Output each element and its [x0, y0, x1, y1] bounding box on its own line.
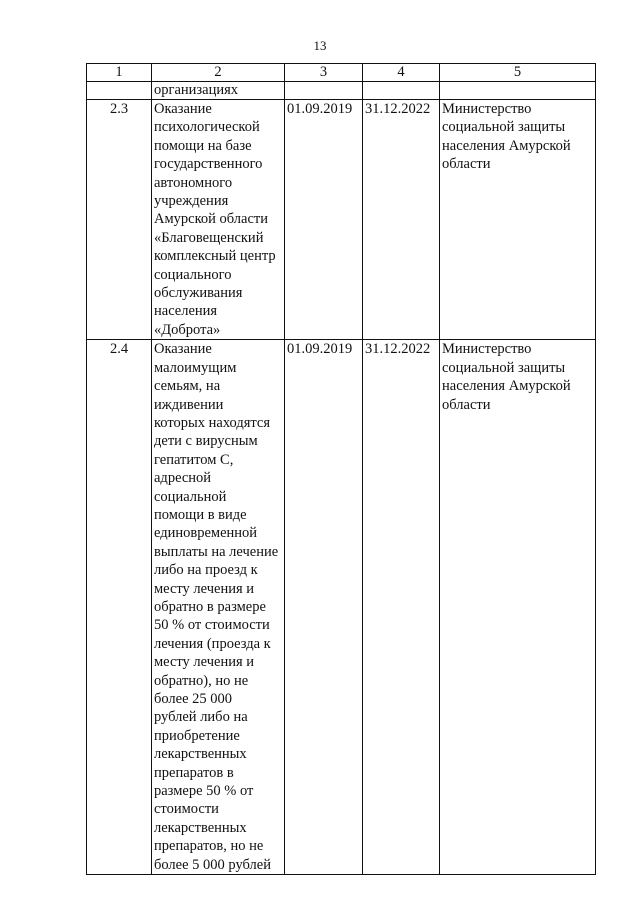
- row-start-date: 01.09.2019: [285, 340, 363, 875]
- column-header-1: 1: [87, 64, 152, 82]
- row-executor: Министерство социальной защиты населения Амурской области: [440, 100, 596, 340]
- table-header-row: [87, 64, 596, 82]
- row-number: 2.3: [87, 100, 152, 340]
- row-start-date: 01.09.2019: [285, 100, 363, 340]
- column-header-3: 3: [285, 64, 363, 82]
- continuation-cell-3: [285, 82, 363, 100]
- continuation-cell-1: [87, 82, 152, 100]
- column-header-4: 4: [363, 64, 440, 82]
- row-description: Оказание малоимущим семьям, на иждивении которых находятся дети с вирусным гепатитом С, адресной социальной помощи в виде единовременной выплаты на лечение либо на проезд к месту лечения и обратно в размере 50 % от стоимости лечения (проезда к месту лечения и обратно), но не более 25 000 рублей либо на приобретение лекарственных препаратов в размере 50 % от стоимости лекарственных препаратов, но не более 5 000 рублей: [152, 340, 285, 875]
- table-row: [87, 100, 596, 340]
- page-number: 13: [313, 38, 327, 53]
- measures-table: [86, 63, 596, 875]
- row-end-date: 31.12.2022: [363, 340, 440, 875]
- row-executor: Министерство социальной защиты населения Амурской области: [440, 340, 596, 875]
- continuation-cell-5: [440, 82, 596, 100]
- table-row: [87, 340, 596, 875]
- row-number: 2.4: [87, 340, 152, 875]
- row-description: Оказание психологической помощи на базе государственного автономного учреждения Амурской области «Благовещенский комплексный центр социального обслуживания населения «Доброта»: [152, 100, 285, 340]
- column-header-5: 5: [440, 64, 596, 82]
- continuation-cell-4: [363, 82, 440, 100]
- table-row-continuation: [87, 82, 596, 100]
- column-header-2: 2: [152, 64, 285, 82]
- continuation-cell-2: организациях: [152, 82, 285, 100]
- row-end-date: 31.12.2022: [363, 100, 440, 340]
